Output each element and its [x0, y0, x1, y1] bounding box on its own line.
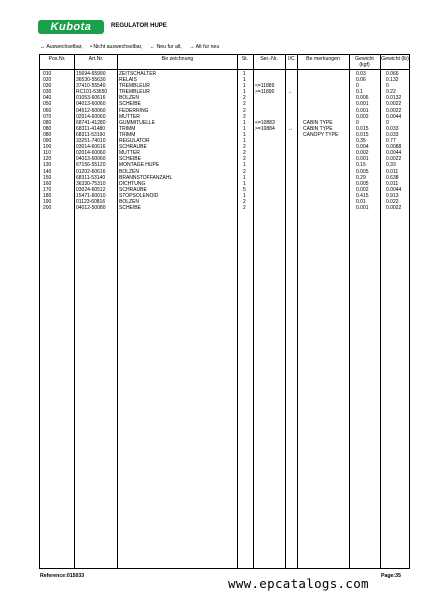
page-number: Page:35 — [381, 573, 401, 579]
cell-ic: ↔ — [288, 125, 293, 132]
cell-ser: <=11889 — [255, 83, 275, 90]
cell-art: 02014-60060 — [76, 150, 106, 157]
cell-ser: >=11890 — [255, 89, 275, 96]
cell-gkg: 0 — [356, 119, 359, 126]
cell-bez: BOLZEN — [119, 198, 140, 205]
cell-bez: SCHEIBE — [119, 101, 141, 108]
col-header-bemerkungen: Be merkungen — [306, 56, 340, 62]
cell-glb: 0.638 — [386, 174, 399, 181]
cell-pos: 030 — [43, 89, 52, 96]
cell-art: 04512-60060 — [76, 107, 106, 114]
cell-art: 36530-55630 — [76, 77, 106, 84]
cell-art: 68311-41480 — [76, 125, 106, 132]
cell-glb: 0.066 — [386, 71, 399, 77]
cell-bez: SCHEIBE — [119, 205, 141, 212]
cell-glb: 0.22 — [386, 89, 396, 96]
cell-art: 02014-60060 — [76, 113, 106, 120]
page-title: REGULATOR HUPE — [111, 23, 167, 29]
cell-pos: 130 — [43, 162, 52, 169]
header-divider — [40, 69, 409, 70]
cell-gkg: 0.03 — [356, 71, 366, 77]
cell-pos: 170 — [43, 186, 52, 193]
col-header-art: Art.Nr. — [88, 56, 104, 62]
cell-glb: 0.0132 — [386, 95, 402, 102]
cell-gkg: 0.002 — [356, 113, 369, 120]
cell-glb: 0 — [386, 119, 389, 126]
cell-st: 5 — [243, 186, 246, 193]
cell-bez: BOLZEN — [119, 168, 140, 175]
cell-glb: 0.77 — [386, 138, 396, 145]
cell-pos: 180 — [43, 192, 52, 199]
cell-art: 68311-53190 — [76, 131, 106, 138]
parts-rows — [40, 71, 409, 211]
cell-art: 68741-41280 — [76, 119, 106, 126]
cell-art: 03014-60616 — [76, 144, 106, 151]
cell-bez: SCHEIBE — [119, 156, 141, 163]
cell-st: 1 — [243, 131, 246, 138]
cell-pos: 110 — [43, 150, 51, 157]
cell-glb: 0.0044 — [386, 150, 402, 157]
cell-glb: 0.0088 — [386, 144, 402, 151]
cell-pos: 040 — [43, 95, 52, 102]
legend-old-for-new: → Alt fur neu — [189, 44, 220, 50]
cell-gkg: 0.005 — [356, 180, 369, 187]
cell-art: 03024-60512 — [76, 186, 106, 193]
cell-st: 1 — [243, 180, 246, 187]
cell-glb: 0 — [386, 83, 389, 90]
cell-st: 2 — [243, 95, 246, 102]
cell-gkg: 0.35 — [356, 138, 366, 145]
cell-pos: 080 — [43, 131, 52, 138]
cell-ic: ← — [288, 89, 293, 96]
cell-bez: REGULATOR — [119, 138, 150, 145]
cell-st: 2 — [243, 144, 246, 151]
cell-gkg: 0.001 — [356, 101, 369, 108]
cell-art: 01053-60616 — [76, 95, 106, 102]
cell-pos: 020 — [43, 77, 52, 84]
legend-not-interchangeable: • Nicht auswechselbar, — [90, 44, 143, 50]
cell-st: 1 — [243, 138, 246, 145]
col-header-bezeichnung: Be zeichnung — [161, 56, 194, 62]
col-header-gewicht-lb: Gewicht (lb) — [381, 56, 409, 62]
legend-new-for-old: ← Neu fur alt, — [149, 44, 182, 50]
cell-pos: 070 — [43, 113, 52, 120]
cell-pos: 080 — [43, 119, 52, 126]
cell-pos: 060 — [43, 107, 52, 114]
cell-st: 1 — [243, 192, 246, 199]
cell-ser: >=10884 — [255, 125, 275, 132]
cell-bez: BRANNSTOFFANZAHL — [119, 174, 173, 181]
cell-st: 2 — [243, 198, 246, 205]
cell-art: 15694-65990 — [76, 71, 106, 77]
cell-glb: 0.033 — [386, 125, 399, 132]
cell-art: 01202-60616 — [76, 168, 106, 175]
parts-table — [39, 54, 410, 569]
watermark: www.epcatalogs.com — [228, 576, 369, 591]
cell-glb: 0.0022 — [386, 101, 402, 108]
cell-pos: 100 — [43, 144, 52, 151]
cell-bez: TRIMM — [119, 125, 136, 132]
cell-bez: ZEITSCHALTER — [119, 71, 157, 77]
cell-st: 2 — [243, 205, 246, 212]
cell-bem: CABIN TYPE — [303, 119, 333, 126]
cell-gkg: 0.001 — [356, 107, 369, 114]
cell-glb: 0.0022 — [386, 107, 402, 114]
cell-art: 01123-60816 — [76, 198, 106, 205]
cell-art: 37410-55540 — [76, 83, 106, 90]
cell-gkg: 0.002 — [356, 150, 369, 157]
legend — [40, 44, 225, 50]
cell-gkg: 0.001 — [356, 205, 369, 212]
cell-gkg: 0.29 — [356, 174, 366, 181]
cell-gkg: 0.004 — [356, 144, 369, 151]
col-header-ic: I/C — [288, 56, 295, 62]
cell-st: 1 — [243, 125, 246, 132]
cell-glb: 0.022 — [386, 198, 399, 205]
cell-st: 1 — [243, 89, 246, 96]
cell-pos: 200 — [43, 205, 52, 212]
cell-pos: 160 — [43, 180, 52, 187]
cell-st: 1 — [243, 71, 246, 77]
cell-gkg: 0.005 — [356, 168, 369, 175]
cell-bez: FEDERRING — [119, 107, 149, 114]
cell-glb: 0.0022 — [386, 205, 402, 212]
cell-bem: CABIN TYPE — [303, 125, 333, 132]
cell-art: 04012-50080 — [76, 205, 106, 212]
cell-gkg: 0.002 — [356, 186, 369, 193]
cell-gkg: 0.1 — [356, 89, 363, 96]
cell-bez: TREMBLEUR — [119, 89, 150, 96]
cell-st: 1 — [243, 162, 246, 169]
col-header-gewicht-kgf: Gewicht (kgf) — [355, 56, 374, 68]
cell-bez: MUTTER — [119, 113, 140, 120]
cell-gkg: 0.006 — [356, 95, 369, 102]
legend-interchangeable: ↔ Auswechselbar, — [40, 44, 83, 50]
cell-glb: 0.011 — [386, 168, 399, 175]
cell-art: 36330-75310 — [76, 180, 106, 187]
cell-glb: 0.033 — [386, 131, 399, 138]
cell-bez: RELAIS — [119, 77, 137, 84]
cell-glb: 0.0044 — [386, 113, 402, 120]
col-header-pos: Pos.Nr. — [48, 56, 66, 62]
cell-bez: SCHRAUBE — [119, 144, 147, 151]
cell-art: 04013-60060 — [76, 101, 106, 108]
cell-st: 1 — [243, 77, 246, 84]
cell-pos: 190 — [43, 198, 52, 205]
cell-glb: 0.0022 — [386, 156, 402, 163]
cell-gkg: 0.001 — [356, 156, 369, 163]
cell-pos: 150 — [43, 174, 52, 181]
cell-st: 1 — [243, 174, 246, 181]
cell-bez: MUTTER — [119, 150, 140, 157]
cell-glb: 0.011 — [386, 180, 399, 187]
cell-st: 2 — [243, 101, 246, 108]
cell-pos: 010 — [43, 71, 52, 77]
col-header-st: St. — [241, 56, 249, 62]
cell-glb: 0.0044 — [386, 186, 402, 193]
cell-art: 33251-74010 — [76, 138, 106, 145]
cell-pos: 140 — [43, 168, 52, 175]
cell-glb: 0.913 — [386, 192, 399, 199]
cell-bez: MONTAGE HUPE — [119, 162, 160, 169]
col-header-ser: Ser.-Nr. — [260, 56, 278, 62]
cell-st: 2 — [243, 107, 246, 114]
cell-gkg: 0.015 — [356, 131, 369, 138]
cell-bez: SCHRAUBE — [119, 186, 147, 193]
cell-pos: 080 — [43, 125, 52, 132]
cell-bez: TREMBLEUR — [119, 83, 150, 90]
cell-gkg: 0.15 — [356, 162, 366, 169]
cell-st: 1 — [243, 83, 246, 90]
cell-bez: GUMMITUELLE — [119, 119, 156, 126]
cell-bez: STOPSOLENOID — [119, 192, 159, 199]
cell-pos: 120 — [43, 156, 52, 163]
table-row — [40, 205, 409, 211]
cell-pos: 030 — [43, 83, 52, 90]
cell-art: 68311-53140 — [76, 174, 106, 181]
cell-gkg: 0.015 — [356, 125, 369, 132]
kubota-logo: Kubota — [38, 20, 104, 34]
cell-gkg: 0.415 — [356, 192, 369, 199]
cell-gkg: 0.06 — [356, 77, 366, 84]
cell-bez: TRIMM — [119, 131, 136, 138]
cell-st: 2 — [243, 150, 246, 157]
cell-art: RC101-53650 — [76, 89, 108, 96]
cell-bez: DICHTUNG — [119, 180, 146, 187]
cell-pos: 090 — [43, 138, 52, 145]
cell-art: 67156-55120 — [76, 162, 106, 169]
cell-bem: CANOPY TYPE — [303, 131, 339, 138]
cell-ser: <=10883 — [255, 119, 275, 126]
cell-art: 15471-60010 — [76, 192, 106, 199]
cell-gkg: 0 — [356, 83, 359, 90]
cell-st: 1 — [243, 119, 246, 126]
cell-glb: 0.132 — [386, 77, 399, 84]
cell-bez: BOLZEN — [119, 95, 140, 102]
cell-st: 2 — [243, 168, 246, 175]
cell-art: 04013-60060 — [76, 156, 106, 163]
reference-number: Reference:015033 — [40, 573, 85, 579]
cell-st: 2 — [243, 156, 246, 163]
cell-pos: 050 — [43, 101, 52, 108]
cell-gkg: 0.01 — [356, 198, 366, 205]
cell-st: 2 — [243, 113, 246, 120]
cell-glb: 0.33 — [386, 162, 396, 169]
